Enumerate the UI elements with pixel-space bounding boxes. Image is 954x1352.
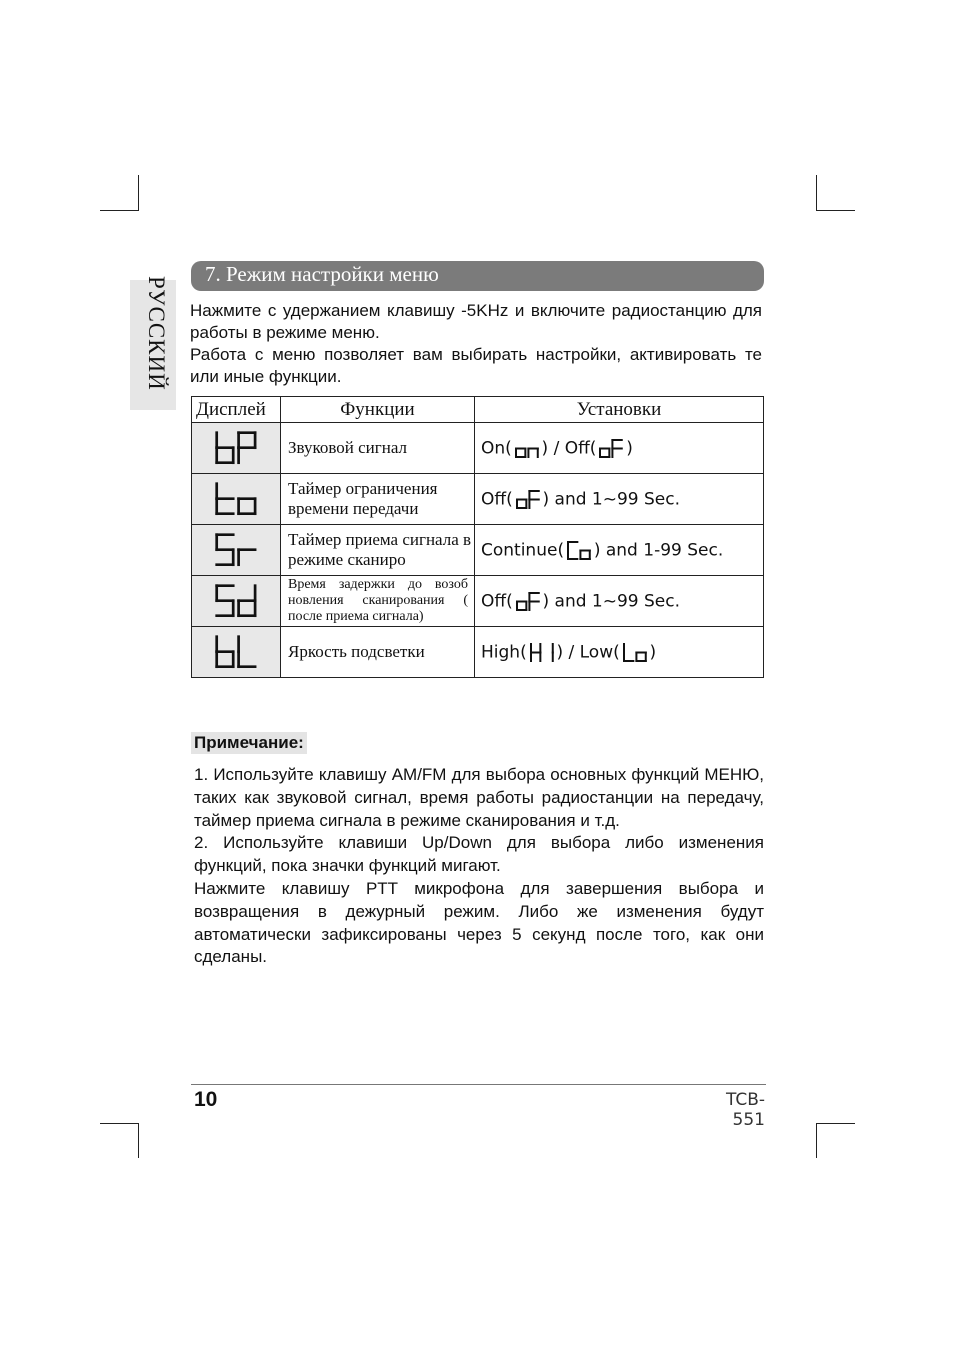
crop-mark — [816, 175, 817, 211]
note-paragraph: Нажмите клавишу PTT микрофона для завершения выбора и возвращения в дежурный режим. Либо же изменения будут автоматически зафиксированы через 5 секунд после того, как они сделаны. — [194, 878, 764, 967]
settings-text: ) and 1~99 Sec. — [542, 591, 681, 611]
note-text — [194, 764, 764, 969]
display-code-icon — [192, 576, 281, 627]
display-value-icon — [529, 642, 555, 663]
display-value-icon — [515, 489, 541, 510]
crop-mark — [100, 210, 139, 211]
display-value-icon — [622, 642, 648, 663]
display-code-icon — [192, 627, 281, 678]
settings-text: Off( — [481, 591, 513, 611]
function-cell: Таймер приема сигнала в режиме сканиро — [281, 525, 475, 576]
settings-cell — [475, 474, 764, 525]
intro-paragraph: Работа с меню позволяет вам выбирать настройки, активировать те или иные функции. — [190, 345, 762, 386]
crop-mark — [816, 1123, 855, 1124]
table-header-row — [192, 397, 764, 423]
display-value-icon — [598, 438, 624, 459]
page-number: 10 — [194, 1088, 218, 1111]
column-header-functions: Функции — [281, 397, 475, 423]
display-value-icon — [515, 591, 541, 612]
function-cell: Яркость подсветки — [281, 627, 475, 678]
display-code-icon — [192, 525, 281, 576]
intro-text — [190, 300, 762, 388]
settings-text: ) / Low( — [556, 642, 620, 662]
note-paragraph: 1. Используйте клавишу AM/FM для выбора основных функций МЕНЮ, таких как звуковой сигнал, время работы радиостанции на передачу, таймер приема сигнала в режиме сканирования и т.д. — [194, 765, 764, 830]
display-code-icon — [192, 474, 281, 525]
settings-text: High( — [481, 642, 527, 662]
crop-mark — [138, 175, 139, 211]
display-value-icon — [566, 540, 592, 561]
column-header-settings: Установки — [475, 397, 764, 423]
section-title: 7. Режим настройки меню — [191, 261, 764, 291]
footer-divider — [191, 1084, 766, 1085]
note-heading: Примечание: — [191, 732, 307, 754]
function-cell: Время задержки до возоб новления сканирования ( после приема сигнала) — [281, 576, 475, 627]
settings-cell — [475, 627, 764, 678]
menu-settings-table — [191, 396, 764, 678]
table-row — [192, 423, 764, 474]
intro-paragraph: Нажмите с удержанием клавишу -5KHz и включите радиостанцию для работы в режиме меню. — [190, 301, 762, 342]
crop-mark — [100, 1123, 139, 1124]
settings-cell — [475, 423, 764, 474]
language-label: РУССКИЙ — [144, 276, 169, 391]
crop-mark — [816, 1123, 817, 1158]
table-row — [192, 627, 764, 678]
function-cell: Таймер ограничения времени передачи — [281, 474, 475, 525]
settings-cell — [475, 576, 764, 627]
settings-text: ) — [626, 438, 633, 458]
settings-text: Off( — [481, 489, 513, 509]
display-value-icon — [514, 438, 540, 459]
model-name: TCB-551 — [725, 1090, 765, 1130]
crop-mark — [138, 1123, 139, 1158]
settings-text: ) — [649, 642, 657, 662]
settings-text: Continue( — [481, 540, 565, 560]
settings-text: ) and 1~99 Sec. — [542, 489, 681, 509]
settings-text: ) and 1-99 Sec. — [593, 540, 724, 560]
settings-text: ) / Off( — [541, 438, 597, 458]
table-row — [192, 525, 764, 576]
table-row — [192, 576, 764, 627]
language-tab — [130, 276, 176, 410]
settings-cell — [475, 525, 764, 576]
column-header-display: Дисплей — [192, 397, 281, 423]
settings-text: On( — [481, 438, 512, 458]
note-paragraph: 2. Используйте клавиши Up/Down для выбора либо изменения функций, пока значки функций мигают. — [194, 833, 764, 876]
function-cell: Звуковой сигнал — [281, 423, 475, 474]
display-code-icon — [192, 423, 281, 474]
table-row — [192, 474, 764, 525]
crop-mark — [816, 210, 855, 211]
